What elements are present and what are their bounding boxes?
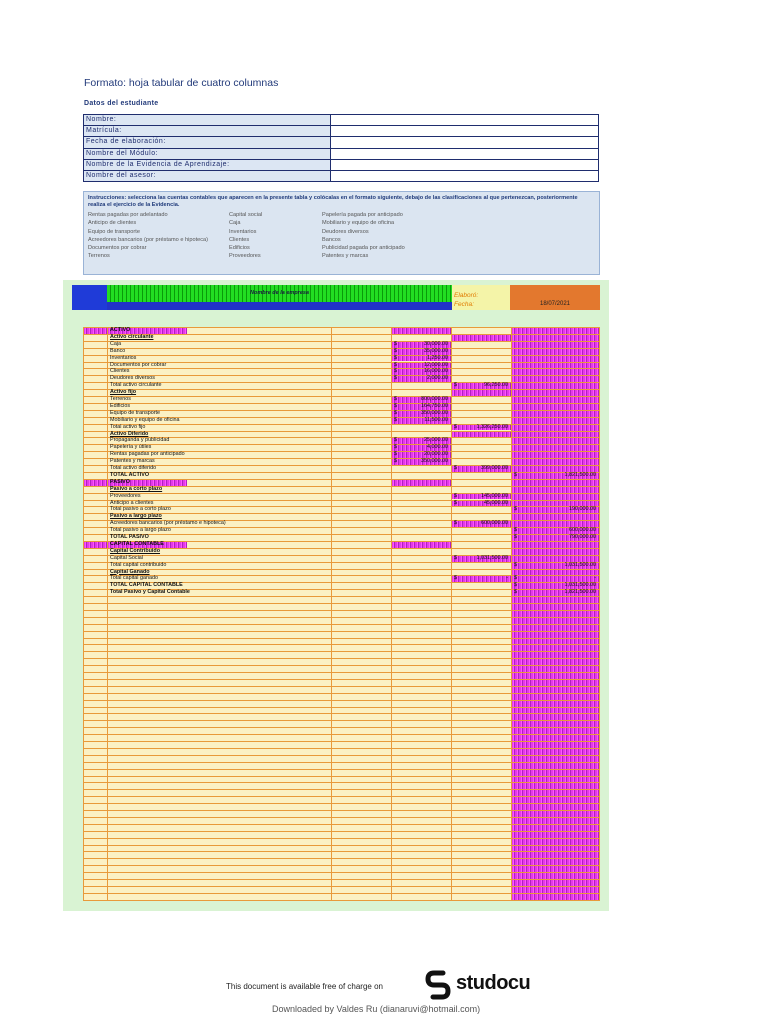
footer-availability: This document is available free of charge on xyxy=(226,982,383,991)
sheet-row xyxy=(83,410,599,417)
account-option: Mobiliario y equipo de oficina xyxy=(322,220,395,227)
amount-c5: 1,031,500.00 xyxy=(564,582,596,589)
account-name: TOTAL ACTIVO xyxy=(110,471,150,478)
sheet-row xyxy=(83,437,599,444)
student-data-table xyxy=(83,114,599,182)
currency-symbol: $ xyxy=(454,554,457,561)
sheet-row xyxy=(83,431,599,438)
amount-c4: 96,250.00 xyxy=(484,382,508,389)
currency-symbol: $ xyxy=(394,444,397,451)
account-name: Capital Ganado xyxy=(110,568,150,575)
grid-hline xyxy=(83,727,599,728)
instructions-text: Instrucciones: selecciona las cuentas contables que aparecen en la presente tabla y colócalas en el formato siguiente, debajo de las clasificaciones al que pertenezcan, posteriormente realiza el ejercicio de la Evidencia. xyxy=(88,195,578,208)
grid-hline xyxy=(83,610,599,611)
student-row xyxy=(84,148,599,159)
amount-c4: 145,000.00 xyxy=(481,492,508,499)
sheet-row xyxy=(83,589,599,596)
grid-hline xyxy=(83,603,599,604)
amount-c5: 790,000.00 xyxy=(569,534,596,540)
account-name: Total activo fijo xyxy=(110,423,146,430)
currency-symbol: $ xyxy=(394,340,397,347)
sheet-row xyxy=(83,334,599,341)
currency-symbol: $ xyxy=(394,437,397,444)
grid-hline xyxy=(83,762,599,763)
currency-symbol: $ xyxy=(514,561,517,568)
currency-symbol: $ xyxy=(454,423,457,430)
student-row xyxy=(84,137,599,148)
account-name: Clientes xyxy=(110,368,130,375)
account-name: Acreedores bancarios (por préstamo e hipoteca) xyxy=(110,520,226,527)
grid-hline xyxy=(83,824,599,825)
grid-hline xyxy=(83,741,599,742)
account-name: Total pasivo a largo plazo xyxy=(110,527,171,534)
currency-symbol: $ xyxy=(514,534,517,540)
grid-hline xyxy=(83,817,599,818)
grid-hline xyxy=(83,720,599,721)
account-name: Total capital contribuido xyxy=(110,561,167,568)
currency-symbol: $ xyxy=(394,375,397,382)
currency-symbol: $ xyxy=(454,575,457,582)
currency-symbol: $ xyxy=(394,368,397,375)
amount-c3: 1,250.00 xyxy=(427,354,448,361)
grid-hline xyxy=(83,700,599,701)
account-option: Equipo de transporte xyxy=(88,228,140,235)
footer-downloaded: Downloaded by Valdes Ru (dianaruvi@hotmail.com) xyxy=(272,1004,481,1014)
account-option: Bancos xyxy=(322,236,341,243)
amount-c3: 350,000.00 xyxy=(421,409,448,416)
account-name: TOTAL CAPITAL CONTABLE xyxy=(110,582,183,589)
grid-hline xyxy=(83,658,599,659)
account-name: Total activo circulante xyxy=(110,382,162,389)
currency-symbol: $ xyxy=(514,506,517,513)
student-row xyxy=(84,115,599,126)
account-option: Deudores diversos xyxy=(322,228,369,235)
account-name: Proveedores xyxy=(110,492,141,499)
account-name: Inventarios xyxy=(110,354,137,361)
account-name: TOTAL PASIVO xyxy=(110,534,149,540)
header-blue-block-2 xyxy=(72,302,107,310)
account-option: Terrenos xyxy=(88,253,110,260)
account-name: Capital Social xyxy=(110,554,143,561)
account-name: PASIVO xyxy=(110,478,130,485)
sheet-row xyxy=(83,575,599,582)
account-option: Edificios xyxy=(229,245,250,252)
amount-c4: 1,326,250.00 xyxy=(476,423,508,430)
grid-hline xyxy=(83,617,599,618)
sheet-row xyxy=(83,327,599,334)
sheet-row xyxy=(83,562,599,569)
student-row xyxy=(84,170,599,181)
account-option: Clientes xyxy=(229,236,250,243)
grid-hline xyxy=(83,679,599,680)
currency-symbol: $ xyxy=(514,575,517,582)
student-field-value[interactable] xyxy=(331,115,599,126)
account-name: CAPITAL CONTABLE xyxy=(110,540,164,547)
grid-hline xyxy=(83,796,599,797)
account-name: Patentes y marcas xyxy=(110,458,155,465)
account-name: Activo circulante xyxy=(110,333,154,340)
amount-c3: 16,000.00 xyxy=(424,368,448,375)
grid-hline xyxy=(83,886,599,887)
grid-hline xyxy=(83,686,599,687)
account-option: Documentos por cobrar xyxy=(88,245,147,252)
grid-hline xyxy=(83,748,599,749)
currency-symbol: $ xyxy=(454,382,457,389)
student-field-label: Nombre de la Evidencia de Aprendizaje: xyxy=(84,159,331,170)
grid-hline xyxy=(83,644,599,645)
sheet-row xyxy=(83,451,599,458)
sheet-row xyxy=(83,548,599,555)
amount-c3: 35,000.00 xyxy=(424,347,448,354)
sheet-row xyxy=(83,341,599,348)
amount-c3: 2,000.00 xyxy=(427,375,448,382)
fecha-label: Fecha: xyxy=(454,301,474,308)
amount-c5: 600,000.00 xyxy=(569,527,596,534)
amount-c4: 1,031,500.00 xyxy=(476,554,508,561)
account-name: Total Pasivo y Capital Contable xyxy=(110,589,190,596)
sheet-row xyxy=(83,555,599,562)
account-name: Caja xyxy=(110,340,122,347)
header-blue-block xyxy=(72,285,107,302)
grid-hline xyxy=(83,893,599,894)
grid-hline xyxy=(83,831,599,832)
currency-symbol: $ xyxy=(394,416,397,423)
sheet-row xyxy=(83,362,599,369)
account-name: Papelería y útiles xyxy=(110,444,152,451)
amount-c3: 350,000.00 xyxy=(421,458,448,465)
sheet-row xyxy=(83,527,599,534)
grid-hline xyxy=(83,858,599,859)
grid-hline xyxy=(83,624,599,625)
amount-c3: 12,000.00 xyxy=(424,361,448,368)
student-field-label: Matrícula: xyxy=(84,126,331,137)
sheet-row xyxy=(83,444,599,451)
amount-c5: - xyxy=(594,575,596,582)
account-name: Capital Contribuido xyxy=(110,547,161,554)
grid-hline xyxy=(83,769,599,770)
studocu-brand: studocu xyxy=(456,972,531,994)
account-name: Activo fijo xyxy=(110,389,137,396)
amount-c3: 30,000.00 xyxy=(424,340,448,347)
account-name: Pasivo a corto plazo xyxy=(110,485,163,492)
grid-hline xyxy=(83,865,599,866)
account-name: Activo Diferido xyxy=(110,430,149,437)
sheet-row xyxy=(83,458,599,465)
company-name-label: Nombre de la empresa xyxy=(250,290,309,296)
currency-symbol: $ xyxy=(454,499,457,506)
sheet-row xyxy=(83,569,599,576)
currency-symbol: $ xyxy=(394,458,397,465)
account-option: Anticipo de clientes xyxy=(88,220,137,227)
account-option: Publicidad pagada por anticipado xyxy=(322,245,405,252)
account-name: Rentas pagadas por anticipado xyxy=(110,451,185,458)
student-field-label: Fecha de elaboración: xyxy=(84,137,331,148)
account-name: ACTIVO xyxy=(110,327,131,333)
account-name: Anticipo a clientes xyxy=(110,499,154,506)
student-data-heading: Datos del estudiante xyxy=(84,100,159,107)
grid-hline xyxy=(83,651,599,652)
sheet-row xyxy=(83,417,599,424)
account-name: Equipo de transporte xyxy=(110,409,161,416)
account-name: Pasivo a largo plazo xyxy=(110,513,162,520)
currency-symbol: $ xyxy=(394,402,397,409)
sheet-row xyxy=(83,355,599,362)
account-option: Caja xyxy=(229,220,241,227)
elaboro-label: Elaboró: xyxy=(454,292,479,299)
grid-hline xyxy=(83,810,599,811)
sheet-row xyxy=(83,348,599,355)
grid-hline xyxy=(83,665,599,666)
amount-c5: 190,000.00 xyxy=(569,506,596,513)
account-name: Total capital ganado xyxy=(110,575,158,582)
sheet-row xyxy=(83,500,599,507)
student-row xyxy=(84,159,599,170)
account-name: Total activo diferido xyxy=(110,465,157,471)
currency-symbol: $ xyxy=(514,471,517,478)
grid-hline xyxy=(83,672,599,673)
sheet-row xyxy=(83,541,599,548)
amount-c5: 1,031,500.00 xyxy=(564,561,596,568)
currency-symbol: $ xyxy=(394,396,397,402)
currency-symbol: $ xyxy=(394,354,397,361)
grid-hline xyxy=(83,782,599,783)
account-name: Terrenos xyxy=(110,396,131,402)
currency-symbol: $ xyxy=(454,465,457,471)
grid-hline xyxy=(83,713,599,714)
accounts-list-1 xyxy=(88,211,208,261)
currency-symbol: $ xyxy=(394,451,397,458)
currency-symbol: $ xyxy=(394,361,397,368)
company-name-subband xyxy=(107,302,452,310)
currency-symbol: $ xyxy=(514,589,517,596)
account-option: Papelería pagada por anticipado xyxy=(322,212,403,218)
amount-c3: 20,000.00 xyxy=(424,451,448,458)
sheet-row xyxy=(83,472,599,479)
amount-c5: 1,821,500.00 xyxy=(564,589,596,596)
accounts-list-3 xyxy=(322,211,405,261)
grid-hline xyxy=(83,789,599,790)
grid-hline xyxy=(83,707,599,708)
four-column-sheet xyxy=(83,327,599,901)
student-field-value[interactable] xyxy=(331,137,599,148)
account-name: Documentos por cobrar xyxy=(110,361,167,368)
student-field-label: Nombre del Módulo: xyxy=(84,148,331,159)
sheet-row xyxy=(83,493,599,500)
grid-hline xyxy=(83,838,599,839)
grid-hline xyxy=(83,596,599,597)
grid-hline xyxy=(83,872,599,873)
currency-symbol: $ xyxy=(394,347,397,354)
sheet-row xyxy=(83,486,599,493)
student-field-value[interactable] xyxy=(331,170,599,181)
grid-hline xyxy=(83,879,599,880)
currency-symbol: $ xyxy=(454,520,457,527)
grid-hline xyxy=(83,755,599,756)
grid-hline xyxy=(83,638,599,639)
account-name: Mobiliario y equipo de oficina xyxy=(110,416,180,423)
amount-c3: 164,750.00 xyxy=(421,402,448,409)
account-option: Inventarios xyxy=(229,228,257,235)
amount-c3: 25,000.00 xyxy=(424,437,448,444)
student-field-label: Nombre del asesor: xyxy=(84,170,331,181)
studocu-logo-icon xyxy=(425,970,451,1000)
accounts-list-2 xyxy=(229,211,262,261)
currency-symbol: $ xyxy=(394,409,397,416)
amount-c5: 1,821,500.00 xyxy=(564,471,596,478)
sheet-row xyxy=(83,534,599,541)
sheet-row xyxy=(83,389,599,396)
account-option: Acreedores bancarios (por préstamo e hipoteca) xyxy=(88,236,209,243)
grid-hline xyxy=(83,734,599,735)
account-name: Banco xyxy=(110,347,126,354)
amount-c3: 800,000.00 xyxy=(421,396,448,402)
account-option: Proveedores xyxy=(229,253,261,260)
account-name: Edificios xyxy=(110,402,131,409)
amount-c4: - xyxy=(506,575,508,582)
account-name: Total pasivo a corto plazo xyxy=(110,506,171,513)
amount-c4: 600,000.00 xyxy=(481,520,508,527)
sheet-row xyxy=(83,375,599,382)
sheet-row xyxy=(83,368,599,375)
sheet-row xyxy=(83,396,599,403)
grid-hline xyxy=(83,631,599,632)
instructions-box xyxy=(83,191,600,275)
grid-hline xyxy=(83,900,599,901)
sheet-row xyxy=(83,479,599,486)
currency-symbol: $ xyxy=(514,527,517,534)
account-option: Rentas pagadas por adelantado xyxy=(88,212,168,218)
student-field-value[interactable] xyxy=(331,159,599,170)
sheet-row xyxy=(83,403,599,410)
sheet-date: 18/07/2021 xyxy=(539,301,571,307)
amount-c4: 45,000.00 xyxy=(484,499,508,506)
grid-hline xyxy=(83,776,599,777)
account-name: Deudores diversos xyxy=(110,375,155,382)
student-field-value[interactable] xyxy=(331,148,599,159)
currency-symbol: $ xyxy=(514,582,517,589)
sheet-row xyxy=(83,506,599,513)
sheet-row xyxy=(83,424,599,431)
sheet-row xyxy=(83,520,599,527)
sheet-row xyxy=(83,582,599,589)
student-row xyxy=(84,126,599,137)
grid-hline xyxy=(83,803,599,804)
grid-hline xyxy=(83,693,599,694)
student-field-label: Nombre: xyxy=(84,115,331,126)
student-field-value[interactable] xyxy=(331,126,599,137)
sheet-row xyxy=(83,465,599,472)
account-option: Patentes y marcas xyxy=(322,253,369,260)
grid-hline xyxy=(83,845,599,846)
account-option: Capital social xyxy=(229,212,263,218)
grid-hline xyxy=(83,851,599,852)
amount-c4: 399,000.00 xyxy=(481,465,508,471)
account-name: Propaganda y publicidad xyxy=(110,437,170,444)
currency-symbol: $ xyxy=(454,492,457,499)
sheet-row xyxy=(83,382,599,389)
document-title: Formato: hoja tabular de cuatro columnas xyxy=(84,77,279,89)
grid-vline xyxy=(599,327,600,901)
sheet-row xyxy=(83,513,599,520)
amount-c3: 11,500.00 xyxy=(424,416,448,423)
amount-c3: 4,000.00 xyxy=(427,444,448,451)
